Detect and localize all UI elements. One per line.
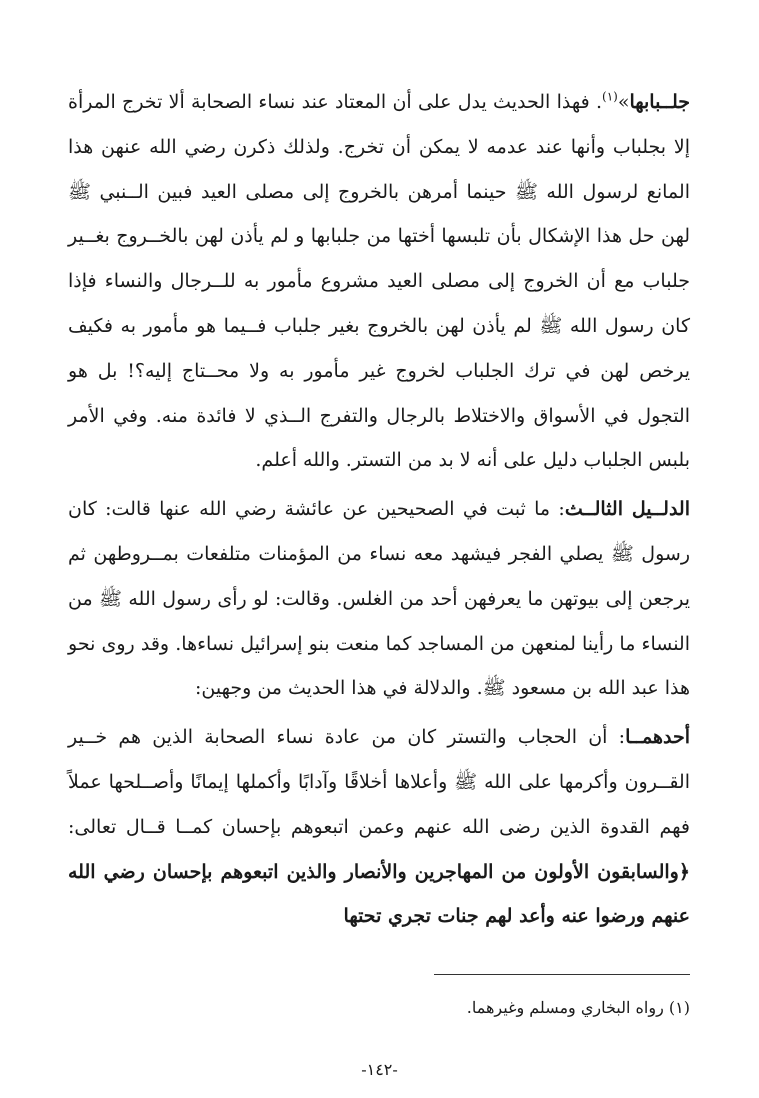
term-jilbab: جلــبابها [629, 91, 690, 113]
paragraph-3-text: : أن الحجاب والتستر كان من عادة نساء الصحابة الذين هم خــير القــرون وأكرمها على الله ﷺ وأعلاها أخلاقًا وآدابًا وأكملها إيمانًا وأصــلحها عملاً فهم القدوة الذين رضى الله عنهم وعمن اتبعوهم بإحسان كمــا قــال تعالى: [68, 726, 690, 838]
footnote-divider [434, 974, 690, 975]
paragraph-3 [68, 715, 690, 939]
page-number: -١٤٢- [361, 1060, 398, 1079]
third-evidence-heading: الدلــيل الثالــث [564, 498, 690, 521]
footnote-reference[interactable]: (١) [602, 89, 618, 104]
page-body [68, 80, 690, 939]
quran-quote: ﴿والسابقون الأولون من المهاجرين والأنصار والذين اتبعوهم بإحسان رضي الله عنهم ورضوا عنه وأعد لهم جنات تجري تحتها [68, 860, 690, 928]
paragraph-1-text: . فهذا الحديث يدل على أن المعتاد عند نساء الصحابة ألا تخرج المرأة إلا بجلباب وأنها عند عدمه لا يمكن أن تخرج. ولذلك ذكرن رضي الله عنهن هذا المانع لرسول الله ﷺ حينما أمرهن بالخروج إلى مصلى العيد فبين الــنبي ﷺ لهن حل هذا الإشكال بأن تلبسها أختها من جلبابها و لم يأذن لهن بالخــروج بغــير جلباب مع أن الخروج إلى مصلى العيد مشروع مأمور به للــرجال والنساء فإذا كان رسول الله ﷺ لم يأذن لهن بالخروج بغير جلباب فــيما هو مأمور به فكيف يرخص لهن في ترك الجلباب لخروج غير مأمور به ولا محــتاج إليه؟! بل هو التجول في الأسواق والاختلاط بالرجال والتفرج الــذي لا فائدة منه. وفي الأمر بلبس الجلباب دليل على أنه لا بد من التستر. والله أعلم. [68, 91, 690, 472]
closing-quote-mark: » [617, 91, 630, 113]
first-aspect-heading: أحدهمــا [625, 726, 690, 749]
paragraph-1 [68, 80, 690, 483]
paragraph-2-text: : ما ثبت في الصحيحين عن عائشة رضي الله عنها قالت: كان رسول ﷺ يصلي الفجر فيشهد معه نساء من المؤمنات متلفعات بمــروطهن ثم يرجعن إلى بيوتهن ما يعرفهن أحد من الغلس. وقالت: لو رأى رسول الله ﷺ من النساء ما رأينا لمنعهن من المساجد كما منعت بنو إسرائيل نساءها. وقد روى نحو هذا عبد الله بن مسعود ﷺ. والدلالة في هذا الحديث من وجهين: [68, 498, 690, 700]
paragraph-2 [68, 487, 690, 711]
footnote: (١) رواه البخاري ومسلم وغيرهما. [466, 998, 690, 1017]
